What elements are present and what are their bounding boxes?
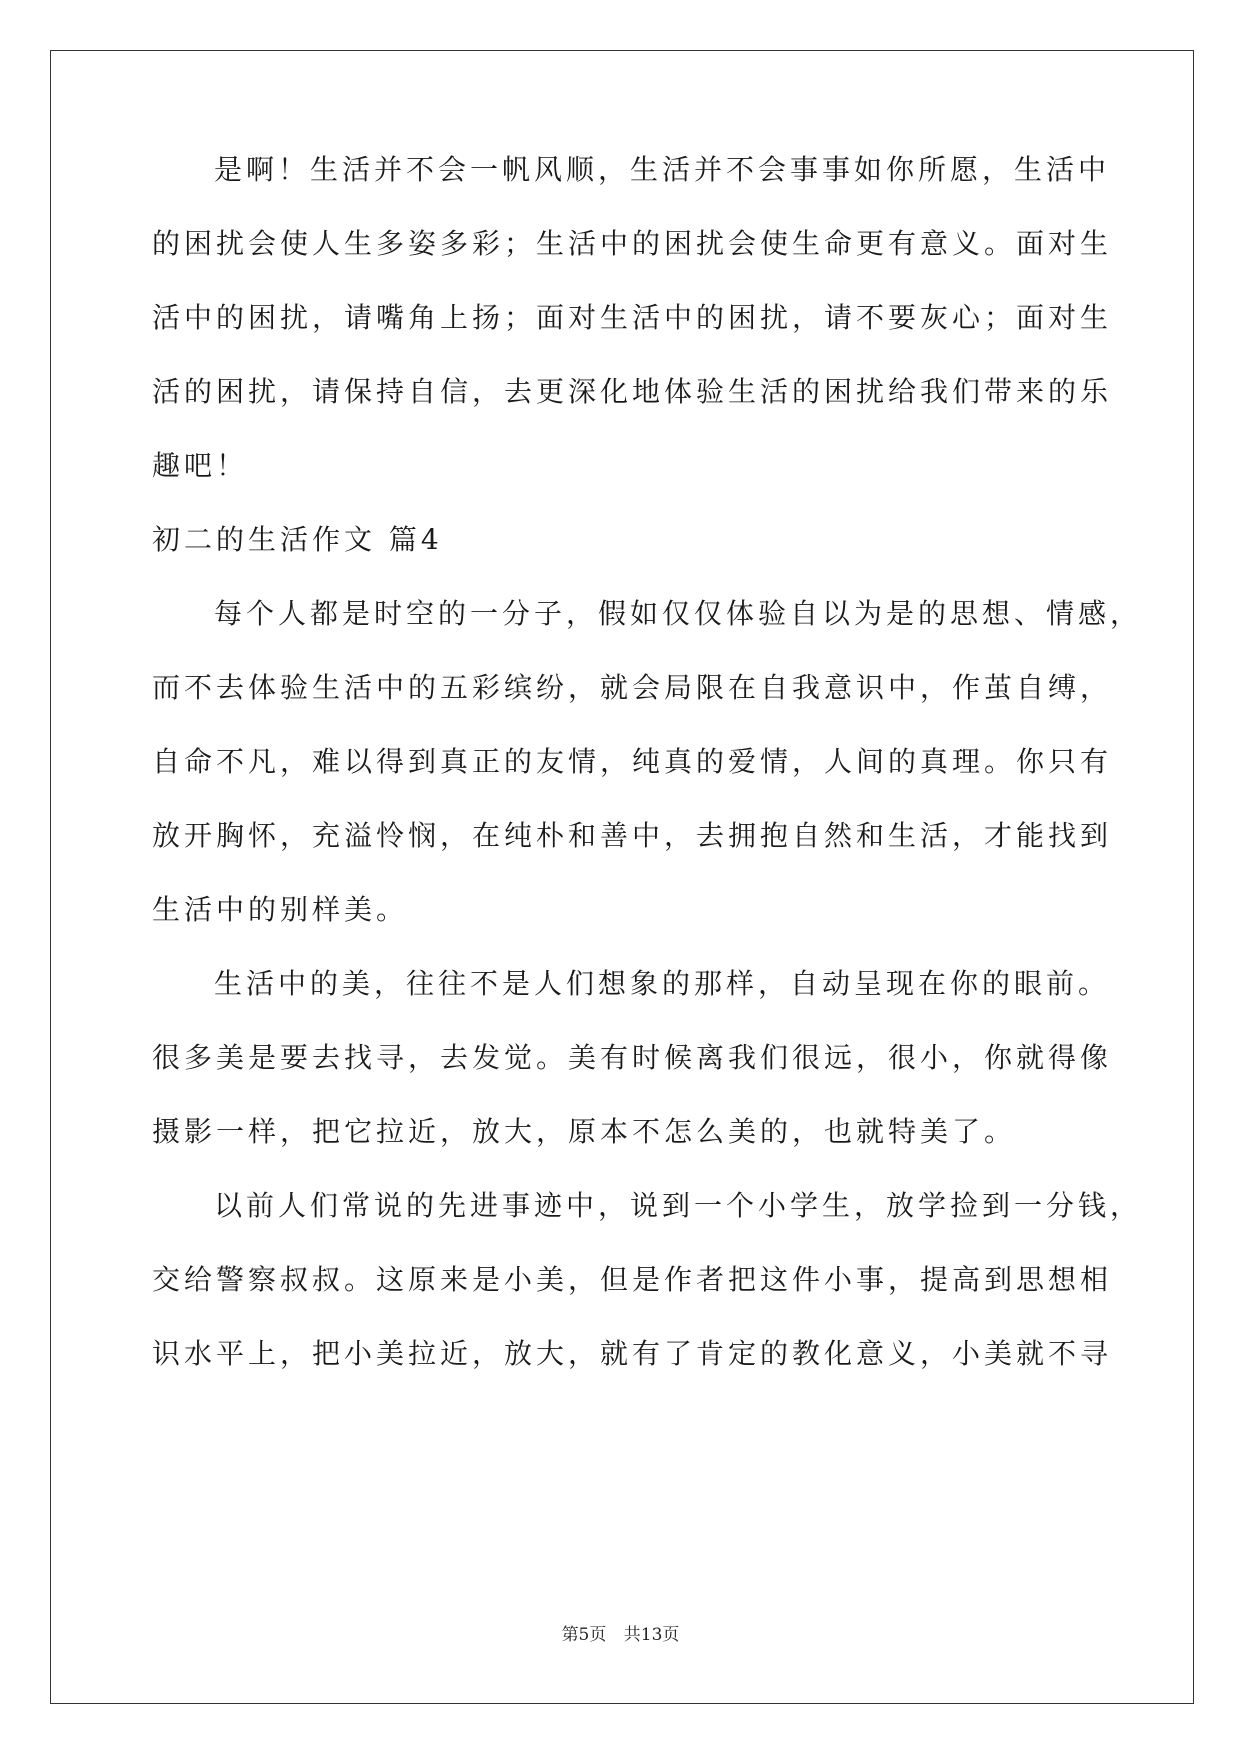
paragraph-line: 摄影一样，把它拉近，放大，原本不怎么美的，也就特美了。 bbox=[152, 1115, 1017, 1148]
paragraph-line: 活中的困扰，请嘴角上扬；面对生活中的困扰，请不要灰心；面对生 bbox=[152, 301, 1113, 334]
section-heading: 初二的生活作文 篇4 bbox=[152, 523, 443, 556]
paragraph-line: 很多美是要去找寻，去发觉。美有时候离我们很远，很小，你就得像 bbox=[152, 1041, 1113, 1074]
paragraph-line: 的困扰会使人生多姿多彩；生活中的困扰会使生命更有意义。面对生 bbox=[152, 227, 1113, 260]
paragraph-line: 是啊！生活并不会一帆风顺，生活并不会事事如你所愿，生活中 bbox=[214, 153, 1111, 186]
paragraph-line: 交给警察叔叔。这原来是小美，但是作者把这件小事，提高到思想相 bbox=[152, 1263, 1113, 1296]
page-number: 第5页 bbox=[561, 1625, 607, 1645]
paragraph-line: 生活中的别样美。 bbox=[152, 893, 409, 926]
paragraph-line: 自命不凡，难以得到真正的友情，纯真的爱情，人间的真理。你只有 bbox=[152, 745, 1113, 778]
paragraph-line: 每个人都是时空的一分子，假如仅仅体验自以为是的思想、情感， bbox=[214, 597, 1143, 630]
paragraph-line: 生活中的美，往往不是人们想象的那样，自动呈现在你的眼前。 bbox=[214, 967, 1111, 1000]
paragraph-line: 识水平上，把小美拉近，放大，就有了肯定的教化意义，小美就不寻 bbox=[152, 1337, 1113, 1370]
paragraph-line: 放开胸怀，充溢怜悯，在纯朴和善中，去拥抱自然和生活，才能找到 bbox=[152, 819, 1113, 852]
page-total: 共13页 bbox=[623, 1625, 680, 1645]
page-footer bbox=[0, 1620, 1241, 1645]
paragraph-line: 趣吧！ bbox=[152, 449, 249, 482]
paragraph-line: 活的困扰，请保持自信，去更深化地体验生活的困扰给我们带来的乐 bbox=[152, 375, 1113, 408]
paragraph-line: 而不去体验生活中的五彩缤纷，就会局限在自我意识中，作茧自缚， bbox=[152, 671, 1113, 704]
paragraph-line: 以前人们常说的先进事迹中，说到一个小学生，放学捡到一分钱， bbox=[214, 1189, 1143, 1222]
